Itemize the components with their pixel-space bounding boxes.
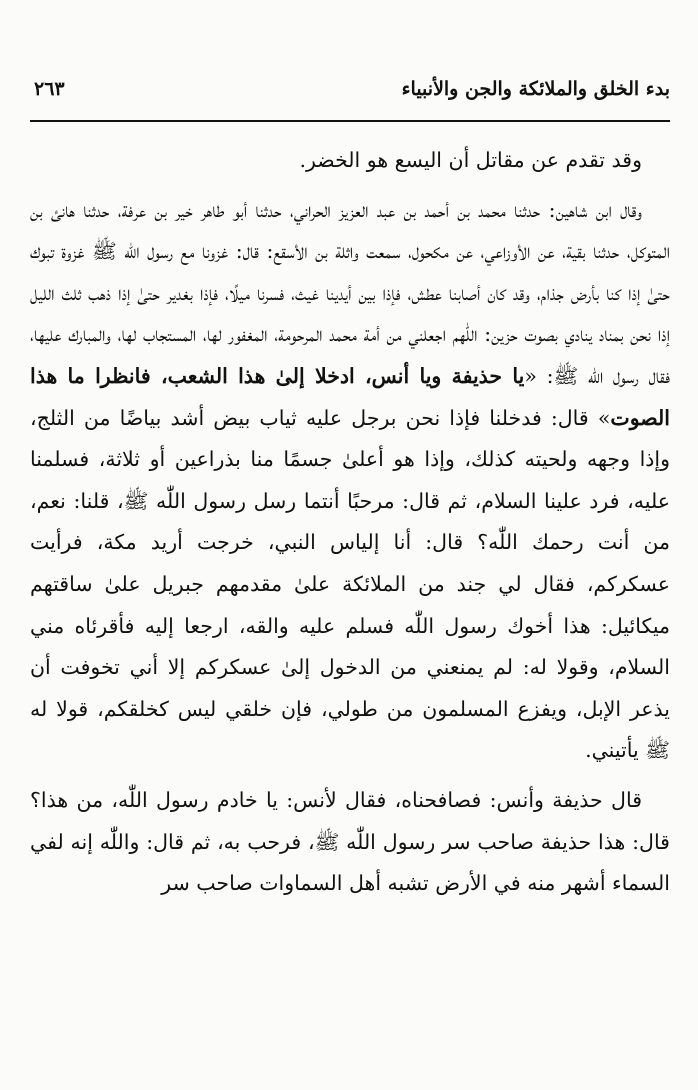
paragraph-1: وقد تقدم عن مقاتل أن اليسع هو الخضر. [299,148,642,172]
book-page [30,60,670,1070]
prophet-quote-bold: يا حذيفة ويا أنس، ادخلا إلىٰ هذا الشعب، فانظرا ما هذا الصوت [30,363,670,430]
page-header [30,78,670,112]
page-body [30,140,670,905]
paragraph-2-text-before: وقال ابن شاهين: حدثنا محمد بن أحمد بن عبد العزيز الحراني، حدثنا أبو طاهر خير بن عرفة، حدثنا هانئ بن المتوكل، حدثنا بقية، عن الأوزاعي، عن مكحول، سمعت واثلة بن الأسقع: قال: غزونا مع رسول اللّٰه ﷺ غزوة تبوك حتىٰ إذا كنا بأرض جذام، وقد كان أصابنا عطش، فإذا بين أيدينا غيث، فسرنا ميلًا، فإذا بغدير حتىٰ إذا ذهب ثلث الليل إذا نحن بمناد ينادي بصوت حزين: اللّٰهم اجعلني من أمة محمد المرحومة، المغفور لها، المستجاب لها، والمبارك عليها، فقال رسول اللّٰه ﷺ: « [30,197,670,388]
paragraph-3: قال حذيفة وأنس: فصافحناه، فقال لأنس: يا خادم رسول اللّٰه، من هذا؟ قال: هذا حذيفة صاحب سر رسول اللّٰه ﷺ، فرحب به، ثم قال: واللّٰه إنه لفي السماء أشهر منه في الأرض تشبه أهل السماوات صاحب سر [30,787,670,896]
running-title: بدء الخلق والملائكة والجن والأنبياء [401,78,670,100]
header-rule [30,120,670,122]
paragraph-2-text-after: » قال: فدخلنا فإذا نحن برجل عليه ثياب بيض أشد بياضًا من الثلج، وإذا وجهه ولحيته كذلك، وإذا هو أعلىٰ جسمًا منا بذراعين أو ثلاثة، فسلمنا عليه، فرد علينا السلام، ثم قال: مرحبًا أنتما رسل رسول اللّٰه ﷺ، قلنا: نعم، من أنت رحمك اللّٰه؟ قال: أنا إلياس النبي، خرجت أريد مكة، فرأيت عسكركم، فقال لي جند من الملائكة علىٰ مقدمهم جبريل علىٰ ساقتهم ميكائيل: هذا أخوك رسول اللّٰه فسلم عليه والقه، ارجعا إليه فأقرئاه مني السلام، وقولا له: لم يمنعني من الدخول إلىٰ عسكركم إلا أني تخوفت أن يذعر الإبل، ويفزع المسلمون من طولي، فإن خلقي ليس كخلقكم، قولا له ﷺ يأتيني. [30,405,670,763]
page-number: ٢٦٣ [34,78,65,100]
paragraph-2 [30,190,670,772]
